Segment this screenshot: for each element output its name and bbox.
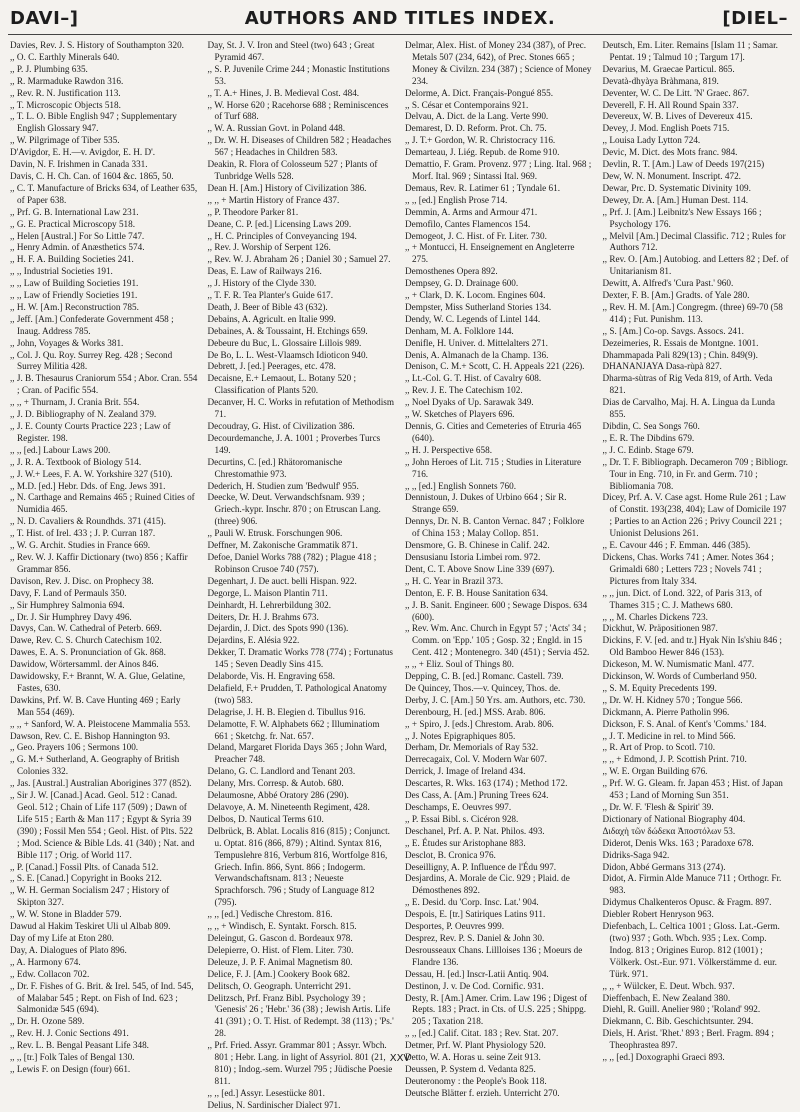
index-entry: Detto, W. A. Horas u. seine Zeit 913. bbox=[405, 1052, 541, 1063]
index-entry: Dennis, G. Cities and Cemeteries of Etruria 465 (640). bbox=[405, 421, 582, 443]
index-entry: Dennistoun, J. Dukes of Urbino 664 ; Sir R. Strange 659. bbox=[405, 492, 567, 515]
index-entry: Delavoye, A. M. Nineteenth Regiment, 428. bbox=[207, 802, 370, 812]
index-entry: Decaisne, E.+ Lemaout, L. Botany 520 ; Classification of Plants 520. bbox=[207, 373, 357, 396]
index-entry: Devic, M. Dict. des Mots franc. 984. bbox=[602, 147, 738, 158]
index-entry: Depping, C. B. [ed.] Romanc. Castell. 739. bbox=[405, 671, 564, 682]
index-entry: ,, Rev. W. J. Abraham 26 ; Daniel 30 ; Samuel 27. bbox=[207, 254, 391, 265]
index-entry: ,, N. Carthage and Remains 465 ; Ruined Cities of Numidia 465. bbox=[10, 492, 195, 515]
index-entry: Demarteau, J. Liég. Repub. de Rome 910. bbox=[405, 147, 560, 158]
index-entry: Day of my Life at Eton 280. bbox=[10, 932, 114, 943]
index-entry: ,, ,, M. Charles Dickens 723. bbox=[602, 611, 708, 622]
index-entry: ,, A. Harmony 674. bbox=[10, 956, 81, 967]
index-entry: ,, ,, Law of Friendly Societies 191. bbox=[10, 290, 138, 301]
index-entry: Deane, C. P. [ed.] Licensing Laws 209. bbox=[207, 218, 352, 229]
index-entry: Degenhart, J. De auct. belli Hispan. 922. bbox=[207, 575, 357, 586]
index-entry: ,, P. [Canad.] Fossil Plts. of Canada 512. bbox=[10, 861, 159, 872]
index-entry: Derham, Dr. Memorials of Ray 532. bbox=[405, 742, 539, 753]
index-entry: Delice, F. J. [Am.] Cookery Book 682. bbox=[207, 968, 350, 979]
index-entry: ,, ,, Law of Building Societies 191. bbox=[10, 278, 139, 289]
header-range-start: DAVI–] bbox=[10, 8, 79, 29]
index-entry: Diebler Robert Henryson 963. bbox=[602, 909, 714, 920]
index-entry: Dickinson, W. Words of Cumberland 950. bbox=[602, 671, 757, 682]
index-entry: ,, J. C. Edinb. Stage 679. bbox=[602, 444, 694, 455]
index-entry: D'Avigdor, E. H.—v. Avigdor, E. H. D'. bbox=[10, 147, 156, 158]
index-entry: Delepierre, O. Hist. of Flem. Liter. 730. bbox=[207, 944, 354, 955]
index-entry: ,, Rev. H. M. [Am.] Congregm. (three) 69-70 (58 414) ; Fut. Punishm. 113. bbox=[602, 301, 783, 324]
index-entry: ,, ,, Industrial Societies 191. bbox=[10, 266, 113, 277]
index-entry: ,, + Clark, D. K. Locom. Engines 604. bbox=[405, 290, 546, 301]
index-entry: ,, Col. J. Qu. Roy. Surrey Reg. 428 ; Second Surrey Militia 428. bbox=[10, 349, 173, 372]
index-entry: ,, Dr. W. F. 'Flesh & Spirit' 39. bbox=[602, 802, 714, 812]
index-entry: Dew, W. N. Monument. Inscript. 472. bbox=[602, 170, 741, 181]
index-entry: Demarest, D. D. Reform. Prot. Ch. 75. bbox=[405, 123, 547, 134]
index-entry: Deventer, W. C. De Litt. 'N' Graec. 867. bbox=[602, 87, 750, 98]
index-entry: Densusianu Istoria Limbei rom. 972. bbox=[405, 551, 541, 562]
index-entry: ,, Dr. W. H. Kidney 570 ; Tongue 566. bbox=[602, 694, 743, 705]
index-entry: ,, P. Theodore Parker 81. bbox=[207, 206, 299, 217]
index-entry: Delitzsch, Prf. Franz Bibl. Psychology 39 ; 'Genesis' 26 ; 'Hebr.' 36 (38) ; Jewish Artis. Life 41 (391) ; O. T. Hist. of Redempt. 38 (113) ; 'Ps.' 28. bbox=[207, 992, 394, 1039]
index-entry: Denton, E. F. B. House Sanitation 634. bbox=[405, 587, 548, 598]
index-entry: ,, W. Sketches of Players 696. bbox=[405, 409, 515, 420]
index-entry: Deffner, M. Zakonische Grammatik 871. bbox=[207, 540, 358, 551]
index-entry: Debrett, J. [ed.] Peerages, etc. 478. bbox=[207, 361, 336, 372]
index-entry: ,, S. M. Equity Precedents 199. bbox=[602, 682, 717, 693]
index-entry: Descartes, R. Wks. 163 (174) ; Method 172. bbox=[405, 778, 568, 789]
index-entry: ,, J. B. Thesaurus Craniorum 554 ; Abor. Cran. 554 ; Cran. of Pacific 554. bbox=[10, 373, 198, 396]
index-entry: ,, ,, + Thurnam, J. Crania Brit. 554. bbox=[10, 397, 140, 408]
index-entry: ,, ,, + Eliz. Soul of Things 80. bbox=[405, 659, 514, 670]
index-entry: ,, W. E. Organ Building 676. bbox=[602, 766, 708, 777]
index-entry: ,, ,, [ed.] English Prose 714. bbox=[405, 194, 508, 205]
index-entry: ,, H. W. [Am.] Reconstruction 785. bbox=[10, 301, 139, 312]
index-entry: ,, J. B. Sanit. Engineer. 600 ; Sewage Dispos. 634 (600). bbox=[405, 599, 588, 622]
index-entry: ,, W. Pilgrimage of Tiber 535. bbox=[10, 135, 120, 146]
index-entry: Dibdin, C. Sea Songs 760. bbox=[602, 421, 700, 431]
index-entry: Deleuze, J. P. F. Animal Magnetism 80. bbox=[207, 956, 353, 967]
index-entry: Diekmann, C. Bib. Geschichtsunter. 294. bbox=[602, 1016, 754, 1027]
index-entry: ,, H. C. Year in Brazil 373. bbox=[405, 575, 503, 586]
index-entry: Degorge, L. Maison Plantin 711. bbox=[207, 587, 328, 598]
index-entry: Delamotte, F. W. Alphabets 662 ; Illuminatiom 661 ; Sketchg. fr. Nat. 657. bbox=[207, 718, 380, 741]
index-entry: Deverell, F. H. All Round Spain 337. bbox=[602, 99, 739, 110]
index-entry: ,, R. Marmaduke Rawdon 316. bbox=[10, 75, 124, 86]
index-entry: ,, Dr. J. Sir Humphrey Davy 496. bbox=[10, 611, 132, 622]
index-entry: Desty, R. [Am.] Amer. Crim. Law 196 ; Digest of Repts. 183 ; Pract. in Cts. of U.S. 225 ; Shippg. 205 ; Taxation 218. bbox=[405, 992, 588, 1027]
index-entry: Dejardins, E. Alésia 922. bbox=[207, 635, 300, 646]
index-entry: Dawes, E. A. S. Pronunciation of Gk. 868. bbox=[10, 647, 166, 658]
index-entry: Decoudray, G. Hist. of Civilization 386. bbox=[207, 421, 355, 431]
index-entry: Derrecagaix, Col. V. Modern War 607. bbox=[405, 754, 547, 765]
index-entry: Derby, J. C. [Am.] 50 Yrs. am. Authors, etc. 730. bbox=[405, 694, 586, 705]
index-entry: ,, + Montucci, H. Enseignement en Angleterre 275. bbox=[405, 242, 575, 265]
index-entry: ,, ,, [tr.] Folk Tales of Bengal 130. bbox=[10, 1052, 135, 1063]
index-entry: ,, E. Études sur Aristophane 883. bbox=[405, 837, 526, 848]
index-entry: ,, T. F. R. Tea Planter's Guide 617. bbox=[207, 290, 334, 301]
index-column-3 bbox=[405, 40, 593, 1098]
index-entry: ,, H. F. A. Building Societies 241. bbox=[10, 254, 134, 265]
index-entry: Delius, N. Sardinischer Dialect 971. bbox=[207, 1099, 341, 1110]
index-entry: ,, Noel Dyaks of Up. Sarawak 349. bbox=[405, 397, 534, 408]
index-entry: Davies, Rev. J. S. History of Southampton 320. bbox=[10, 40, 184, 50]
index-entry: Didon, Abbé Germans 313 (274). bbox=[602, 861, 726, 872]
index-entry: Devey, J. Mod. English Poets 715. bbox=[602, 123, 730, 134]
index-entry: DHANANJAYA Dasa-rùpà 827. bbox=[602, 361, 722, 372]
index-entry: ,, T. A.+ Hines, J. B. Medieval Cost. 484. bbox=[207, 87, 360, 98]
index-entry: Didot, A. Firmin Alde Manuce 711 ; Orthogr. Fr. 983. bbox=[602, 873, 782, 896]
index-entry: Derenbourg, H. [ed.] MSS. Arab. 806. bbox=[405, 706, 546, 717]
index-entry: Deland, Margaret Florida Days 365 ; John Ward, Preacher 748. bbox=[207, 742, 387, 765]
index-entry: Dickhut, W. Präpositionen 987. bbox=[602, 623, 718, 634]
index-entry: Defoe, Daniel Works 788 (782) ; Plague 418 ; Robinson Crusoe 740 (757). bbox=[207, 551, 377, 574]
index-entry: Dewitt, A. Alfred's 'Cura Past.' 960. bbox=[602, 278, 734, 289]
index-entry: Denham, M. A. Folklore 144. bbox=[405, 325, 514, 336]
index-entry: Dickens, Chas. Works 741 ; Amer. Notes 364 ; Grimaldi 680 ; Letters 723 ; Novels 741 ; Pictures from Italy 334. bbox=[602, 551, 774, 586]
page-header bbox=[0, 0, 800, 40]
index-entry: ,, E. Desid. du 'Corp. Insc. Lat.' 904. bbox=[405, 897, 539, 908]
index-entry: Denifle, H. Univer. d. Mittelalters 271. bbox=[405, 337, 548, 348]
index-entry: ,, Rev. Wm. Anc. Church in Egypt 57 ; 'Acts' 34 ; Comm. on 'Epp.' 105 ; Gosp. 32 ; Engld. in 15 Cent. 412 ; Montenegro. 340 (451) ; Servia 452. bbox=[405, 623, 590, 658]
index-entry: Dekker, T. Dramatic Works 778 (774) ; Fortunatus 145 ; Seven Deadly Sins 415. bbox=[207, 647, 393, 670]
index-entry: Day, St. J. V. Iron and Steel (two) 643 ; Great Pyramid 467. bbox=[207, 40, 375, 62]
index-entry: Dennys, Dr. N. B. Canton Vernac. 847 ; Folklore of China 153 ; Malay Collop. 851. bbox=[405, 516, 585, 539]
index-entry: Diels, H. Arist. 'Rhet.' 893 ; Berl. Fragm. 894 ; Theophrastea 897. bbox=[602, 1028, 774, 1051]
index-entry: Debains, A. Agricult. en Italie 999. bbox=[207, 313, 336, 324]
index-entry: Desjardins, A. Morale de Cic. 929 ; Plaid. de Démosthenes 892. bbox=[405, 873, 570, 896]
index-entry: Davin, N. F. Irishmen in Canada 331. bbox=[10, 159, 148, 170]
index-entry: Delitsch, O. Geograph. Unterricht 291. bbox=[207, 980, 351, 991]
index-entry: Denis, A. Almanach de la Champ. 136. bbox=[405, 349, 549, 360]
index-entry: ,, W. W. Stone in Bladder 579. bbox=[10, 909, 122, 920]
index-entry: Delorme, A. Dict. Français-Pongué 855. bbox=[405, 87, 553, 98]
index-entry: Deinhardt, H. Lehrerbildung 302. bbox=[207, 599, 331, 610]
index-entry: ,, E. R. The Dibdins 679. bbox=[602, 432, 695, 443]
index-entry: ,, R. Art of Prop. to Scotl. 710. bbox=[602, 742, 716, 753]
index-column-2 bbox=[207, 40, 396, 1110]
index-entry: ,, J. History of the Clyde 330. bbox=[207, 278, 317, 289]
index-entry: Denison, C. M.+ Scott, C. H. Appeals 221 (226). bbox=[405, 361, 585, 372]
index-entry: Dawud al Hakim Teskiret Uli ul Albab 809. bbox=[10, 921, 171, 932]
index-entry: ,, ,, [ed.] English Sonnets 760. bbox=[405, 480, 517, 491]
index-entry: ,, J. W.+ Lees, F. A. W. Yorkshire 327 (510). bbox=[10, 468, 173, 479]
index-entry: Devarius, M. Graecae Particul. 865. bbox=[602, 63, 735, 74]
index-entry: Deseilligny, A. P. Influence de l'Édu 997. bbox=[405, 861, 557, 872]
index-entry: ,, C. T. Manufacture of Bricks 634, of Leather 635, of Paper 638. bbox=[10, 182, 198, 205]
index-entry: Dickmann, A. Pierre Patholin 996. bbox=[602, 706, 730, 717]
index-entry: Dawe, Rev. C. S. Church Catechism 102. bbox=[10, 635, 162, 646]
index-entry: Demaus, Rev. R. Latimer 61 ; Tyndale 61. bbox=[405, 182, 561, 193]
index-entry: Death, J. Beer of Bible 43 (632). bbox=[207, 301, 328, 312]
index-entry: Deuteronomy : the People's Book 118. bbox=[405, 1075, 547, 1086]
index-entry: Dawidow, Wörtersamml. der Ainos 846. bbox=[10, 659, 159, 670]
index-entry: ,, J. T. Medicine in rel. to Mind 566. bbox=[602, 730, 736, 741]
index-entry: Dickson, F. S. Anal. of Kent's 'Comms.' 184. bbox=[602, 718, 767, 729]
index-entry: Delaborde, Vis. H. Engraving 658. bbox=[207, 671, 335, 682]
index-entry: Desclot, B. Cronica 976. bbox=[405, 849, 496, 860]
index-entry: Day, A. Dialogues of Plato 896. bbox=[10, 944, 127, 955]
index-column-4 bbox=[602, 40, 791, 1063]
index-entry: Dictionary of National Biography 404. bbox=[602, 813, 746, 824]
index-entry: ,, Lt.-Col. G. T. Hist. of Cavalry 608. bbox=[405, 373, 542, 384]
index-entry: Dendy, W. C. Legends of Lintel 144. bbox=[405, 313, 541, 324]
index-entry: Delafield, F.+ Prudden, T. Pathological Anatomy (two) 583. bbox=[207, 682, 387, 705]
index-entry: Διδαχὴ τῶν δώδεκα Ἀποστόλων 53. bbox=[602, 825, 736, 836]
index-entry: Delbos, D. Nautical Terms 610. bbox=[207, 813, 324, 824]
index-entry: Davis, C. H. Ch. Can. of 1604 &c. 1865, 50. bbox=[10, 170, 174, 181]
index-entry: ,, H. C. Principles of Conveyancing 194. bbox=[207, 230, 357, 241]
index-entry: Desprez, Rev. P. S. Daniel & John 30. bbox=[405, 932, 545, 943]
index-entry: Dent, C. T. Above Snow Line 339 (697). bbox=[405, 563, 555, 574]
header-rule bbox=[8, 34, 792, 35]
index-entry: ,, Prf. G. B. International Law 231. bbox=[10, 206, 139, 217]
index-entry: Dewar, Prc. D. Systematic Divinity 109. bbox=[602, 182, 751, 193]
index-entry: ,, J. R. A. Textbook of Biology 514. bbox=[10, 456, 142, 467]
index-entry: ,, G. M.+ Sutherland, A. Geography of British Colonies 332. bbox=[10, 754, 180, 777]
index-entry: Demmin, A. Arms and Armour 471. bbox=[405, 206, 538, 217]
index-entry: Dawson, Rev. C. E. Bishop Hannington 93. bbox=[10, 730, 170, 741]
index-entry: ,, Melvil [Am.] Decimal Classific. 712 ; Rules for Authors 712. bbox=[602, 230, 786, 253]
index-entry: Deakin, R. Flora of Colosseum 527 ; Plants of Tunbridge Wells 528. bbox=[207, 159, 378, 181]
index-entry: Derrick, J. Image of Ireland 434. bbox=[405, 766, 526, 777]
index-entry: ,, Dr. H. Ozone 589. bbox=[10, 1016, 85, 1027]
index-entry: ,, P. Essai Bibl. s. Cicéron 928. bbox=[405, 813, 519, 824]
index-entry: Dickins, F. V. [ed. and tr.] Hyak Nin Is'shiu 846 ; Old Bamboo Hewer 846 (153). bbox=[602, 635, 782, 658]
page-number: XXV bbox=[389, 1053, 411, 1064]
index-entry: ,, John Heroes of Lit. 715 ; Studies in Literature 716. bbox=[405, 456, 582, 479]
index-entry: Dederich, H. Studien zum 'Bedwulf' 955. bbox=[207, 480, 359, 491]
index-entry: Devereux, W. B. Lives of Devereux 415. bbox=[602, 111, 753, 122]
index-entry: ,, H. J. Perspective 658. bbox=[405, 444, 493, 455]
index-entry: ,, Rev. J. E. The Catechism 102. bbox=[405, 385, 523, 396]
index-entry: ,, Lewis F. on Design (four) 661. bbox=[10, 1063, 131, 1074]
index-entry: Dhammapada Pali 829(13) ; Chin. 849(9). bbox=[602, 349, 758, 360]
index-entry: Delany, Mrs. Corresp. & Autob. 680. bbox=[207, 778, 344, 789]
index-entry: Dejardin, J. Dict. des Spots 990 (136). bbox=[207, 623, 349, 634]
index-entry: Delano, G. C. Landlord and Tenant 203. bbox=[207, 766, 356, 777]
index-entry: Desrousseaux Chans. Lillloises 136 ; Moeurs de Flandre 136. bbox=[405, 944, 583, 967]
index-entry: ,, ,, [ed.] Calif. Citat. 183 ; Rev. Stat. 207. bbox=[405, 1028, 559, 1039]
index-entry: ,, P. J. Plumbing 635. bbox=[10, 63, 88, 74]
index-entry: Dezeimeries, R. Essais de Montgne. 1001. bbox=[602, 337, 759, 348]
index-entry: ,, Dr. F. Fishes of G. Brit. & Irel. 545, of Ind. 545, of Malabar 545 ; Rept. on Fish of Ind. 623 ; Salmonidæ 545 (694). bbox=[10, 980, 194, 1015]
index-entry: ,, S. P. Juvenile Crime 244 ; Monastic Institutions 53. bbox=[207, 63, 390, 86]
index-entry: ,, J. D. Bibliography of N. Zealand 379. bbox=[10, 409, 157, 420]
index-entry: Desportes, P. Oeuvres 999. bbox=[405, 921, 505, 932]
index-entry: ,, Jeff. [Am.] Confederate Government 458 ; Inaug. Address 785. bbox=[10, 313, 174, 336]
header-range-end: [DIEL– bbox=[722, 8, 788, 29]
index-entry: ,, O. C. Earthly Minerals 640. bbox=[10, 51, 120, 62]
index-entry: ,, John, Voyages & Works 381. bbox=[10, 337, 124, 348]
index-entry: ,, ,, jun. Dict. of Lond. 322, of Paris 313, of Thames 315 ; C. J. Mathews 680. bbox=[602, 587, 762, 610]
index-entry: Deiters, Dr. H. J. Brahms 673. bbox=[207, 611, 319, 622]
index-entry: ,, ,, [ed.] Vedische Chrestom. 816. bbox=[207, 909, 333, 920]
index-entry: Davy, F. Land of Permauls 350. bbox=[10, 587, 127, 598]
index-entry: ,, N. D. Cavaliers & Roundhds. 371 (415). bbox=[10, 516, 166, 527]
index-entry: Deussen, P. System d. Vedanta 825. bbox=[405, 1063, 536, 1074]
index-entry: Deschanel, Prf. A. P. Nat. Philos. 493. bbox=[405, 825, 545, 836]
index-entry: ,, S. César et Contemporains 921. bbox=[405, 99, 529, 110]
index-entry: Dawkins, Prf. W. B. Cave Hunting 469 ; Early Man 554 (469). bbox=[10, 694, 181, 717]
index-entry: Densmore, G. B. Chinese in Calif. 242. bbox=[405, 540, 550, 551]
index-entry: Delagrise, J. H. B. Elegien d. Tibullus 916. bbox=[207, 706, 366, 717]
index-entry: Dessau, H. [ed.] Inscr-Latii Antiq. 904. bbox=[405, 968, 549, 979]
index-entry: Des Cass, A. [Am.] Pruning Trees 624. bbox=[405, 790, 549, 801]
index-entry: ,, E. Cavour 446 ; F. Emman. 446 (385). bbox=[602, 540, 751, 551]
index-entry: Delaumosne, Abbé Oratory 286 (290). bbox=[207, 790, 349, 801]
index-entry: Didymus Chalkenteros Opusc. & Fragm. 897. bbox=[602, 897, 772, 908]
index-entry: ,, Rev. O. [Am.] Autobiog. and Letters 82 ; Def. of Unitarianism 81. bbox=[602, 254, 789, 277]
index-entry: Dieffenbach, E. New Zealand 380. bbox=[602, 992, 731, 1003]
index-entry: Despois, E. [tr.] Satiriques Latins 911. bbox=[405, 909, 546, 920]
index-entry: Dean H. [Am.] History of Civilization 386. bbox=[207, 182, 367, 193]
index-entry: Dempster, Miss Sutherland Stories 134. bbox=[405, 301, 552, 312]
index-entry: De Quincey, Thos.—v. Quincey, Thos. de. bbox=[405, 682, 561, 693]
index-entry: Delvau, A. Dict. de la Lang. Verte 990. bbox=[405, 111, 549, 122]
index-entry: Destinon, J. v. De Cod. Cornific. 931. bbox=[405, 980, 544, 991]
index-entry: ,, T. L. O. Bible English 947 ; Supplementary English Glossary 947. bbox=[10, 111, 177, 134]
index-entry: ,, J. T.+ Gordon, W. R. Christocracy 116. bbox=[405, 135, 556, 146]
index-entry: ,, Sir J. W. [Canad.] Acad. Geol. 512 : Canad. Geol. 512 ; Chain of Life 117 (509) ; Dawn of Life 515 ; Earth & Man 117 ; Egypt & Syria 39 (390) ; Fossil Men 554 ; Geol. Hist. of Plts. 522 ; Mod. Science & Bible Lds. 41 (340) ; Nat. and Bible 117 ; Orig. of World 117. bbox=[10, 790, 195, 860]
index-entry: ,, T. Hist. of Irel. 433 ; J. P. Curran 187. bbox=[10, 528, 156, 539]
index-entry: ,, ,, [ed.] Doxographi Graeci 893. bbox=[602, 1052, 725, 1063]
index-entry: ,, Louisa Lady Lytton 724. bbox=[602, 135, 701, 146]
index-entry: Demattio, F. Gram. Provenz. 977 ; Ling. Ital. 968 ; Morf. Ital. 969 ; Sintassi Ital. 969. bbox=[405, 159, 592, 181]
index-entry: ,, + Spiro, J. [eds.] Chrestom. Arab. 806. bbox=[405, 718, 554, 729]
index-entry: Dharma-sùtras of Rig Veda 819, of Arth. Veda 821. bbox=[602, 373, 773, 396]
index-entry: Deas, E. Law of Railways 216. bbox=[207, 266, 322, 277]
index-entry: ,, W. Horse 620 ; Racehorse 688 ; Reminiscences of Turf 688. bbox=[207, 99, 389, 122]
index-entry: ,, Rev. R. N. Justification 113. bbox=[10, 87, 121, 98]
index-entry: Dias de Carvalho, Maj. H. A. Lingua da Lunda 855. bbox=[602, 397, 775, 420]
index-entry: ,, Rev. L. B. Bengal Peasant Life 348. bbox=[10, 1040, 149, 1051]
index-entry: ,, T. Microscopic Objects 518. bbox=[10, 99, 121, 110]
index-entry: Deutsch, Em. Liter. Remains [Islam 11 ; Samar. Pentat. 19 ; Talmud 10 ; Targum 17]. bbox=[602, 40, 778, 62]
index-entry: Deutsche Blätter f. erzieh. Unterricht 270. bbox=[405, 1087, 560, 1098]
index-entry: Debeure du Buc, L. Glossaire Lillois 989. bbox=[207, 337, 362, 348]
index-entry: Devatà-dhyàya Bràhmana, 819. bbox=[602, 75, 719, 86]
index-entry: ,, Sir Humphrey Salmonia 694. bbox=[10, 599, 125, 610]
index-entry: ,, Helen [Austral.] For So Little 747. bbox=[10, 230, 145, 241]
index-entry: ,, J. Notes Epigraphiques 805. bbox=[405, 730, 516, 741]
index-entry: Demosthenes Opera 892. bbox=[405, 266, 498, 277]
page-title: AUTHORS AND TITLES INDEX. bbox=[244, 8, 556, 29]
index-entry: Dempsey, G. D. Drainage 600. bbox=[405, 278, 519, 289]
index-entry: Demofilo, Cantes Flamencos 154. bbox=[405, 218, 531, 229]
index-entry: ,, Prf. Fried. Assyr. Grammar 801 ; Assyr. Wbch. 801 ; Hebr. Lang. in light of Assyriol. 801 (21, 810) ; Indog.-sem. Wurzel 795 ; Jüdische Poesie 811. bbox=[207, 1040, 393, 1086]
index-entry: ,, W. G. Archit. Studies in France 669. bbox=[10, 540, 151, 551]
index-entry: Deschamps, E. Oeuvres 997. bbox=[405, 802, 512, 812]
index-entry: Detmer, Prf. W. Plant Physiology 520. bbox=[405, 1040, 546, 1051]
index-entry: Dickeson, M. W. Numismatic Manl. 477. bbox=[602, 659, 755, 670]
index-entry: ,, ,, + Martin History of France 437. bbox=[207, 194, 340, 205]
index-entry: ,, ,, + Wülcker, E. Deut. Wbch. 937. bbox=[602, 980, 735, 991]
index-entry: ,, Jas. [Austral.] Australian Aborigines 377 (852). bbox=[10, 778, 192, 789]
index-entry: Devlin, R. T. [Am.] Law of Deeds 197(215) bbox=[602, 159, 765, 170]
index-entry: ,, G. E. Practical Microscopy 518. bbox=[10, 218, 136, 229]
index-entry: ,, Edw. Collacon 702. bbox=[10, 968, 90, 979]
index-entry: Diehl, R. Guill. Anelier 980 ; 'Roland' 992. bbox=[602, 1004, 761, 1015]
index-entry: ,, S. [Am.] Co-op. Savgs. Assocs. 241. bbox=[602, 325, 744, 336]
index-entry: ,, Rev. H. J. Conic Sections 491. bbox=[10, 1028, 129, 1039]
index-entry: Diderot, Denis Wks. 163 ; Paradoxe 678. bbox=[602, 837, 754, 848]
index-entry: Demogeot, J. C. Hist. of Fr. Liter. 730. bbox=[405, 230, 547, 241]
index-entry: Decurtins, C. [ed.] Rhätoromanische Chrestomathie 973. bbox=[207, 456, 343, 479]
index-entry: ,, J. E. County Courts Practice 223 ; Law of Register. 198. bbox=[10, 421, 171, 443]
index-entry: Deecke, W. Deut. Verwandschfsnam. 939 ; Griech.-kypr. Inschr. 870 ; on Etruscan Lang. (three) 906. bbox=[207, 492, 381, 527]
index-entry: ,, Geo. Prayers 106 ; Sermons 100. bbox=[10, 742, 139, 753]
index-entry: ,, W. H. German Socialism 247 ; History of Skipton 327. bbox=[10, 885, 170, 908]
index-entry: Debaines, A. & Toussaint, H. Etchings 659. bbox=[207, 325, 368, 336]
index-entry: ,, Prf. W. G. Gleam. fr. Japan 453 ; Hist. of Japan 453 ; Land of Morning Sun 351. bbox=[602, 778, 783, 801]
index-entry: ,, ,, + Edmond, J. P. Scottish Print. 710. bbox=[602, 754, 747, 765]
index-entry: ,, ,, [ed.] Labour Laws 200. bbox=[10, 444, 111, 455]
index-entry: Dewey, Dr. A. [Am.] Human Dest. 114. bbox=[602, 194, 749, 205]
index-entry: ,, Rev. J. Worship of Serpent 126. bbox=[207, 242, 331, 253]
index-entry: ,, W. A. Russian Govt. in Poland 448. bbox=[207, 123, 346, 134]
index-entry: ,, Rev. W. J. Kaffir Dictionary (two) 856 ; Kaffir Grammar 856. bbox=[10, 551, 188, 574]
index-entry: De Bo, L. L. West-Vlaamsch Idioticon 940. bbox=[207, 349, 368, 360]
index-entry: Dexter, F. B. [Am.] Gradts. of Yale 280. bbox=[602, 290, 750, 301]
index-entry: ,, M.D. [ed.] Hebr. Dds. of Eng. Jews 391. bbox=[10, 480, 166, 491]
index-column-1 bbox=[10, 40, 198, 1074]
index-entry: ,, Dr. W. H. Diseases of Children 582 ; Headaches 567 ; Headaches in Children 583. bbox=[207, 135, 392, 158]
index-entry: ,, Pauli W. Etrusk. Forschungen 906. bbox=[207, 528, 343, 539]
index-entry: Decourdemanche, J. A. 1001 ; Proverbes Turcs 149. bbox=[207, 432, 381, 455]
index-entry: Deleingut, G. Gascon d. Bordeaux 978. bbox=[207, 932, 353, 943]
index-entry: ,, ,, + Windisch, E. Syntakt. Forsch. 815. bbox=[207, 921, 357, 932]
index-entry: Davys, Can. W. Cathedral of Peterb. 669. bbox=[10, 623, 162, 634]
index-entry: Davison, Rev. J. Disc. on Prophecy 38. bbox=[10, 575, 154, 586]
index-entry: ,, Dr. T. F. Bibliograph. Decameron 709 ; Bibliogr. Tour in Eng. 710, in Fr. and Germ. 710 ; Bibliomania 708. bbox=[602, 456, 788, 491]
index-entry: ,, Prf. J. [Am.] Leibnitz's New Essays 166 ; Psychology 176. bbox=[602, 206, 762, 229]
index-entry: Dicey, Prf. A. V. Case agst. Home Rule 261 ; Law of Constit. 193(238, 404); Law of Domicile 197 ; Parties to an Action 226 ; Privy Council 221 ; Unionist Delusions 261. bbox=[602, 492, 787, 539]
index-entry: Delmar, Alex. Hist. of Money 234 (387), of Prec. Metals 507 (234, 642), of Prec. Stones 665 ; Money & Civilzn. 234 (387) ; Science of Money 234. bbox=[405, 40, 592, 86]
index-entry: Delbrück, B. Ablat. Localis 816 (815) ; Conjunct. u. Optat. 816 (866, 879) ; Altind. Syntax 816, Tempuslehre 816, Verbum 816, Wortfolge 816, Griech. Infin. 866, Synt. 866 ; Indogerm. Verwandschaftsnam. 813 ; Neueste Sprachforsch. 796 ; Study of Language 812 (795). bbox=[207, 825, 390, 908]
index-entry: ,, ,, [ed.] Assyr. Lesestücke 801. bbox=[207, 1087, 325, 1098]
index-entry: Dawidowsky, F.+ Brannt, W. A. Glue, Gelatine, Fastes, 630. bbox=[10, 671, 186, 693]
index-entry: ,, ,, + Sanford, W. A. Pleistocene Mammalia 553. bbox=[10, 718, 191, 729]
index-entry: ,, Henry Admin. of Anæsthetics 574. bbox=[10, 242, 145, 253]
index-entry: Decanver, H. C. Works in refutation of Methodism 71. bbox=[207, 397, 395, 420]
index-entry: Diefenbach, L. Celtica 1001 ; Gloss. Lat.-Germ. (two) 937 ; Goth. Wbch. 935 ; Lex. Comp. Indog. 813 ; Origines Europ. 812 (1001) ; Völkerk. Ost.-Eur. 971. Völkerstämme d. eur. Türk. 971. bbox=[602, 921, 780, 979]
index-entry: ,, S. E. [Canad.] Copyright in Books 212. bbox=[10, 873, 162, 884]
index-entry: Didriks-Saga 942. bbox=[602, 849, 670, 860]
